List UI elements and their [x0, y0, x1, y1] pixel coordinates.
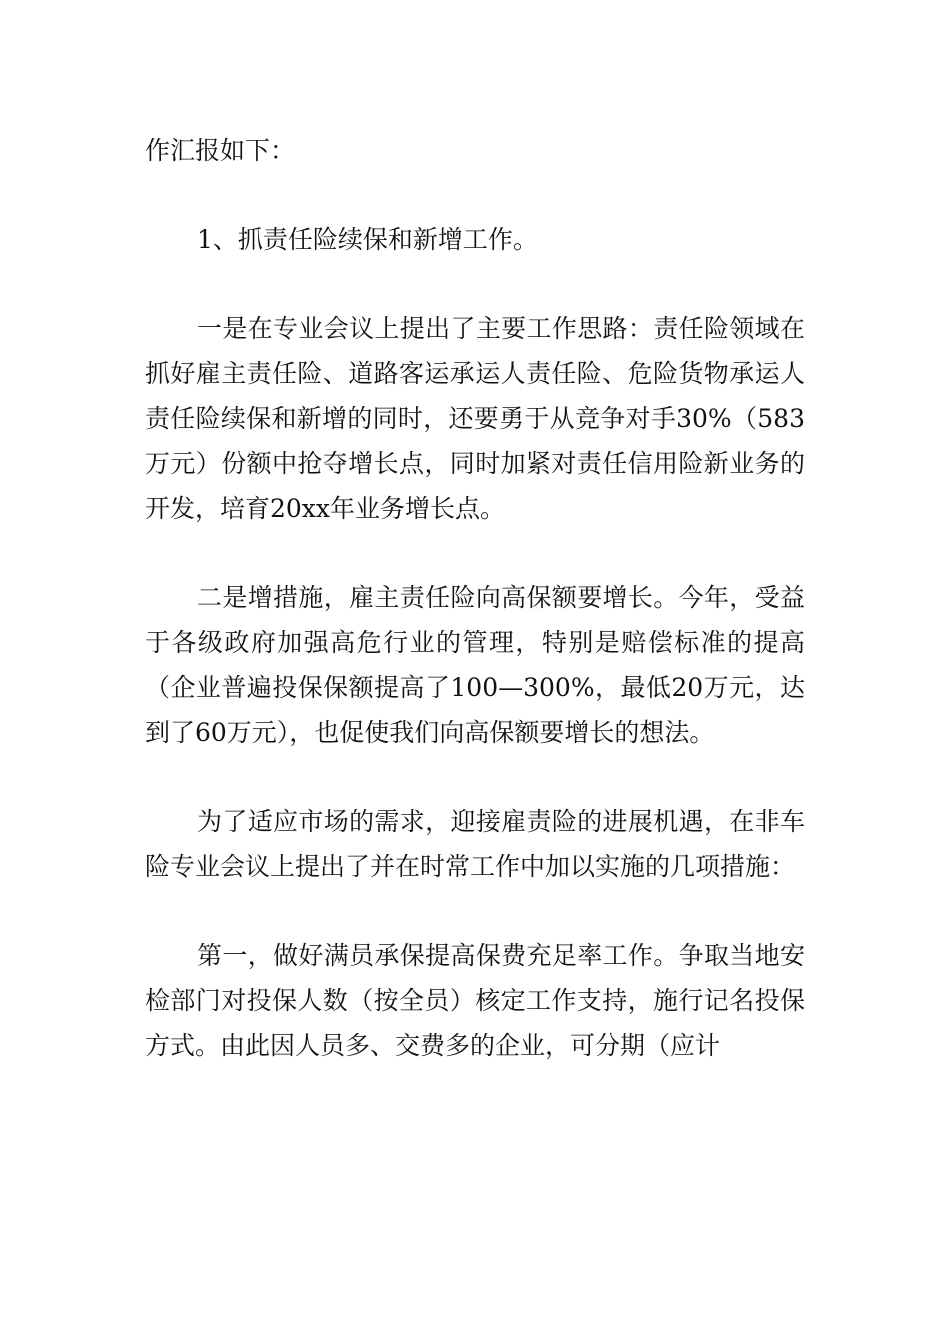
- paragraph-first-point: 一是在专业会议上提出了主要工作思路：责任险领域在抓好雇主责任险、道路客运承运人责任险、危险货物承运人责任险续保和新增的同时，还要勇于从竞争对手30%（583万元）份额中抢夺增长点，同时加紧对责任信用险新业务的开发，培育20xx年业务增长点。: [145, 314, 805, 523]
- paragraph-section-heading: 1、抓责任险续保和新增工作。: [197, 225, 538, 254]
- paragraph-gap: [145, 755, 805, 799]
- paragraph-second-point: 二是增措施，雇主责任险向高保额要增长。今年，受益于各级政府加强高危行业的管理，特别是赔偿标准的提高（企业普遍投保保额提高了100—300%，最低20万元，达到了60万元），也促使我们向高保额要增长的想法。: [145, 583, 805, 747]
- paragraph-gap: [145, 889, 805, 933]
- paragraph-gap: [145, 262, 805, 306]
- paragraph-gap: [145, 173, 805, 217]
- paragraph-continuation: 作汇报如下：: [145, 136, 296, 165]
- paragraph-measure-one: 第一，做好满员承保提高保费充足率工作。争取当地安检部门对投保人数（按全员）核定工作支持，施行记名投保方式。由此因人员多、交费多的企业，可分期（应计: [145, 941, 805, 1060]
- paragraph-measures-intro: 为了适应市场的需求，迎接雇责险的进展机遇，在非车险专业会议上提出了并在时常工作中加以实施的几项措施：: [145, 807, 805, 881]
- paragraph-gap: [145, 531, 805, 575]
- document-body: [145, 128, 805, 1068]
